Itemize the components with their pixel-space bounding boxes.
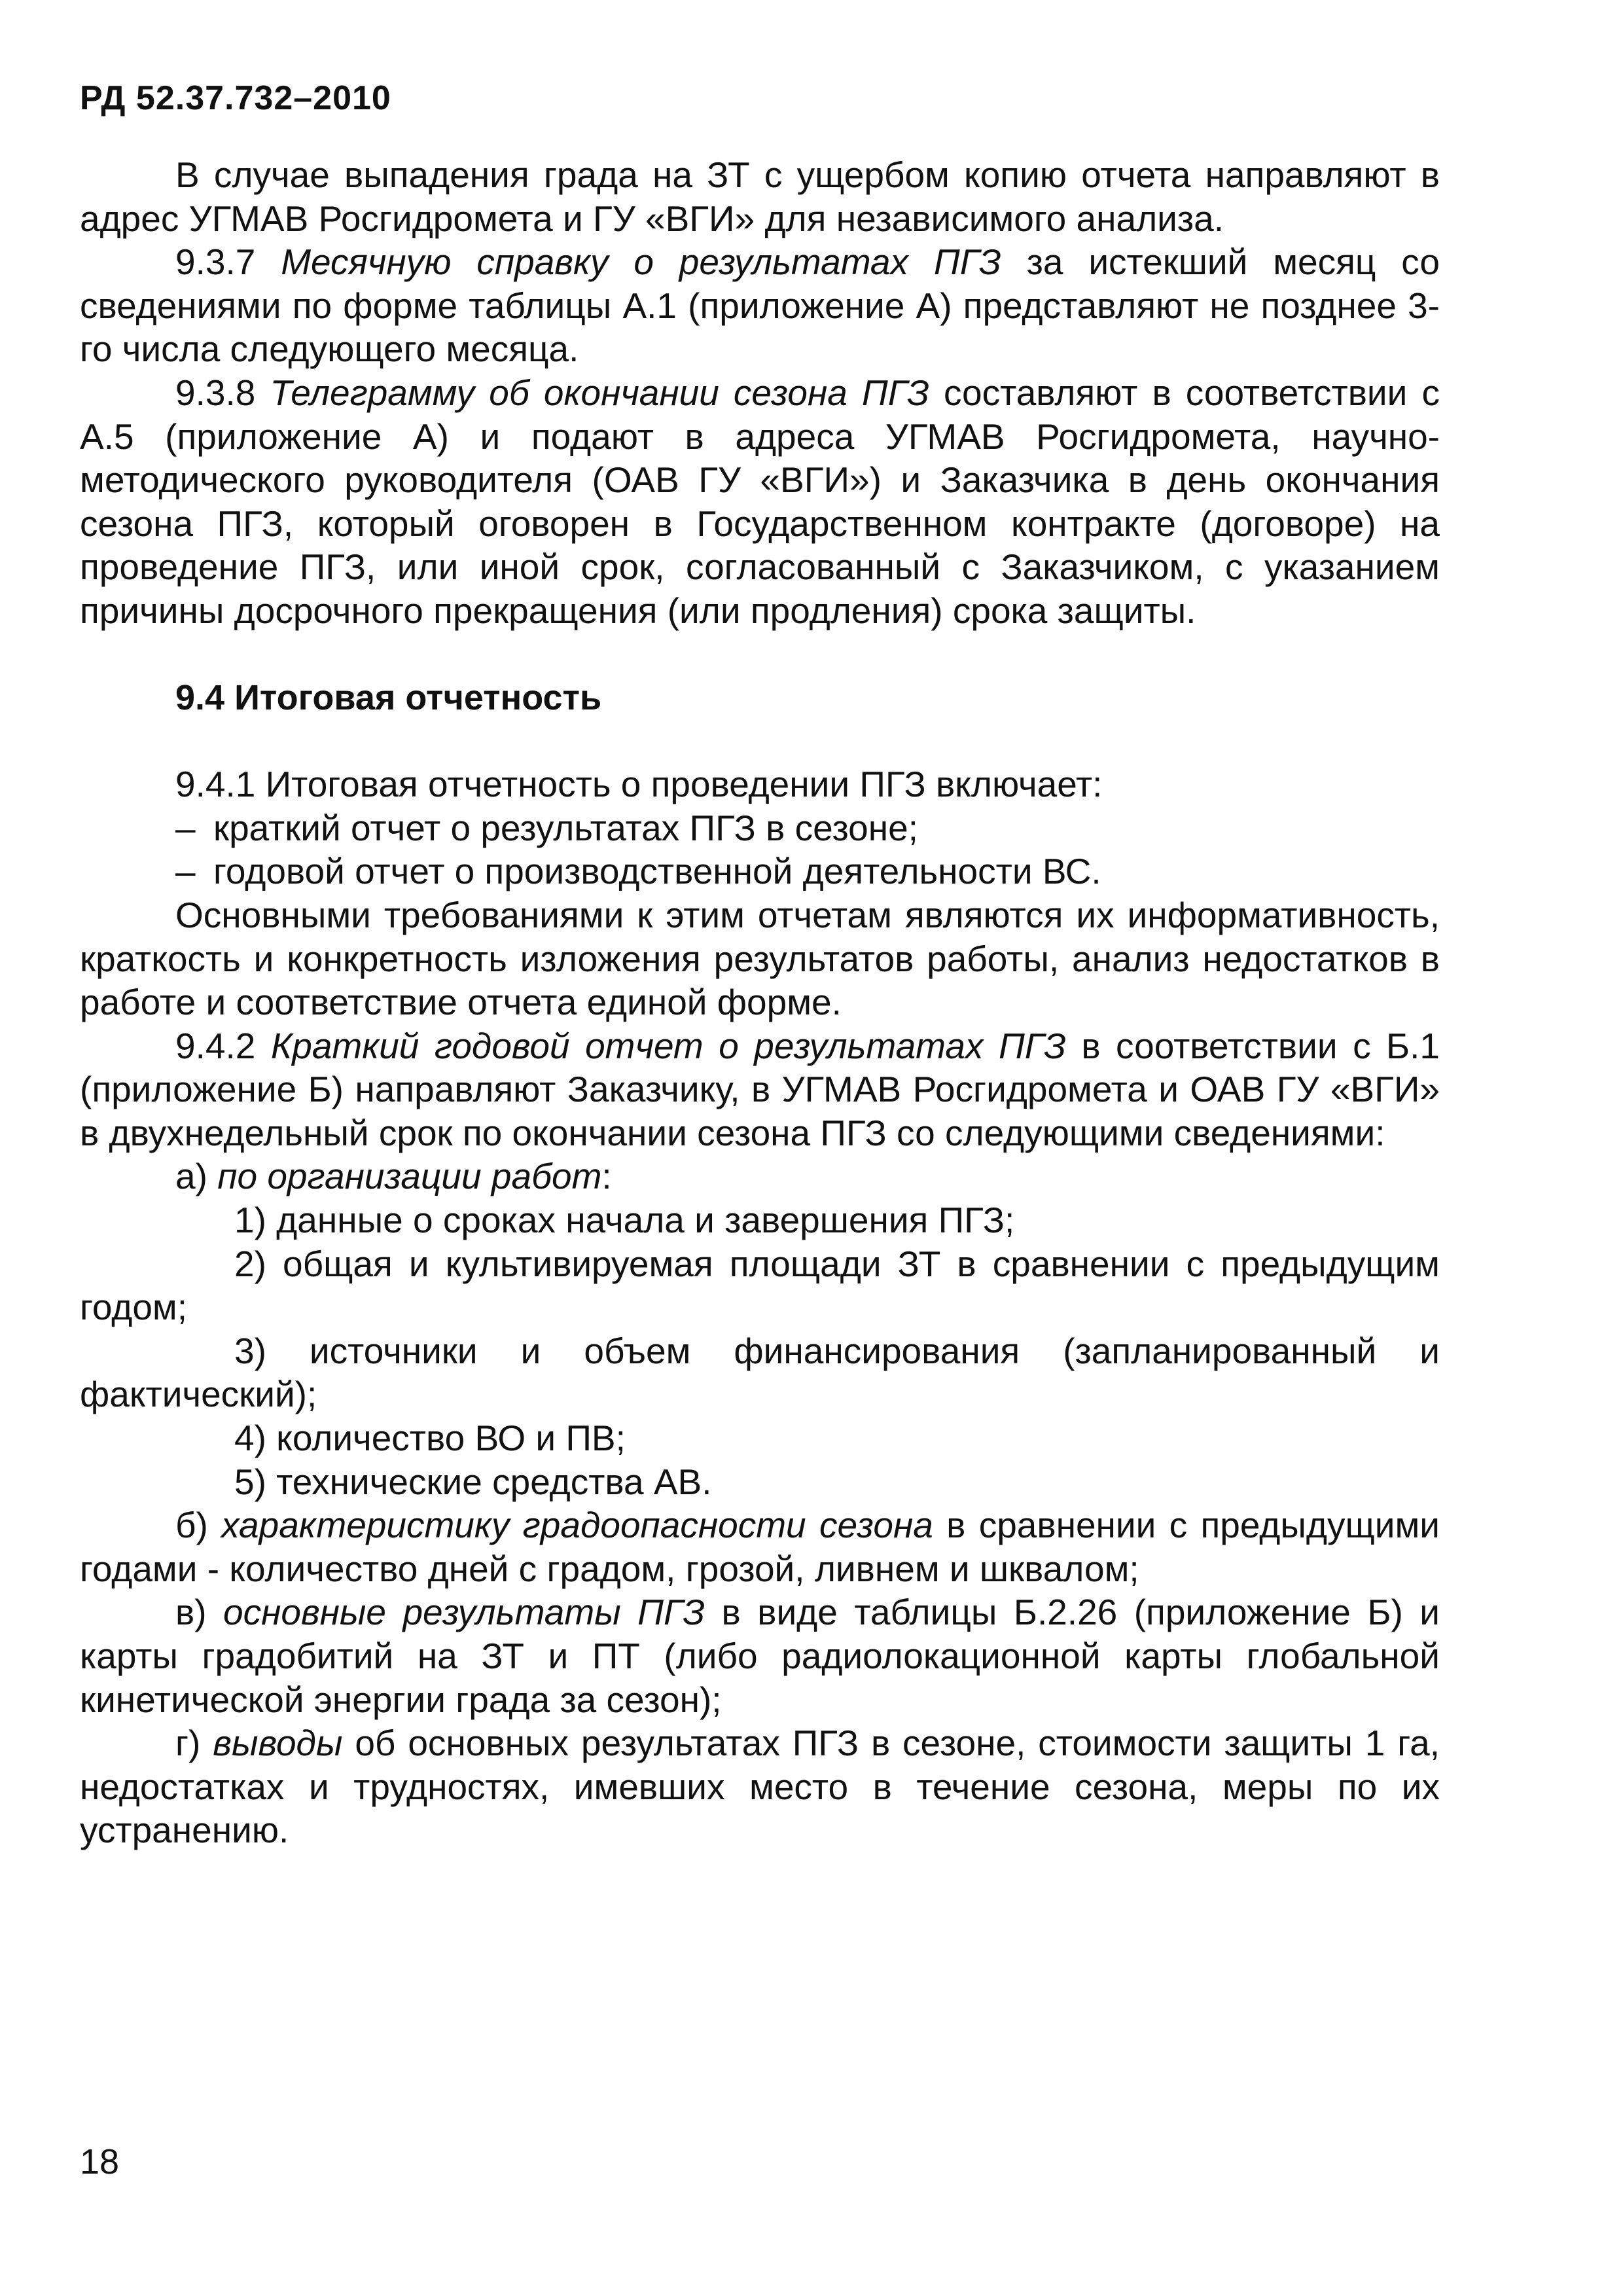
item-prefix: г) bbox=[175, 1723, 213, 1764]
list-item bbox=[80, 850, 1440, 893]
document-code-header: РД 52.37.732–2010 bbox=[80, 79, 391, 117]
spacer bbox=[80, 633, 1440, 676]
sub-item-2: 2) общая и культивируемая площади ЗТ в сравнении с предыдущим годом; bbox=[80, 1243, 1440, 1328]
item-g bbox=[80, 1721, 1440, 1852]
paragraph-9-4-2 bbox=[80, 1024, 1440, 1155]
sub-item-1: 1) данные о сроках начала и завершения ПГЗ; bbox=[234, 1200, 1015, 1241]
item-v bbox=[80, 1590, 1440, 1721]
section-title-9-4: 9.4 Итоговая отчетность bbox=[175, 677, 602, 717]
item-suffix: : bbox=[601, 1156, 612, 1197]
emphasis-conclusions: выводы bbox=[213, 1723, 343, 1764]
emphasis-monthly-report: Месячную справку о результатах ПГЗ bbox=[281, 242, 1001, 283]
emphasis-hail-hazard: характеристику градоопасности сезона bbox=[221, 1505, 933, 1546]
clause-text: за истекший месяц со сведениями по форме таблицы А.1 (приложение А) представляют не позднее 3-го числа следующего месяца. bbox=[80, 242, 1440, 370]
item-text: об основных результатах ПГЗ в сезоне, стоимости защиты 1 га, недостатках и трудностях, имевших место в течение сезона, меры по их устранению. bbox=[80, 1723, 1440, 1851]
dash-marker: – bbox=[175, 851, 196, 892]
item-prefix: б) bbox=[175, 1505, 222, 1546]
clause-text: в соответствии с Б.1 (приложение Б) направляют Заказчику, в УГМАВ Росгидромета и ОАВ ГУ «ВГИ» в двухнедельный срок по окончании сезона ПГЗ со следующими сведениями: bbox=[80, 1025, 1440, 1153]
clause-number: 9.3.8 bbox=[175, 372, 270, 413]
item-text: в сравнении с предыдущими годами - количество дней с градом, грозой, ливнем и шквалом; bbox=[80, 1505, 1440, 1589]
paragraph-9-3-7 bbox=[80, 240, 1440, 371]
item-a bbox=[80, 1155, 1440, 1198]
clause-text: составляют в соответствии с А.5 (приложение А) и подают в адреса УГМАВ Росгидромета, научно-методического руководителя (ОАВ ГУ «ВГИ») и Заказчика в день окончания сезона ПГЗ, который оговорен в Государственном контракте (договоре) на проведение ПГЗ, или иной срок, согласованный с Заказчиком, с указанием причины досрочного прекращения (или продления) срока защиты. bbox=[80, 372, 1440, 631]
item-prefix: а) bbox=[175, 1156, 218, 1197]
emphasis-brief-annual-report: Краткий годовой отчет о результатах ПГЗ bbox=[270, 1025, 1066, 1066]
paragraph-9-3-8 bbox=[80, 371, 1440, 633]
document-body bbox=[80, 153, 1440, 1852]
paragraph-hail-damage: В случае выпадения града на ЗТ с ущербом копию отчета направляют в адрес УГМАВ Росгидромета и ГУ «ВГИ» для независимого анализа. bbox=[80, 154, 1440, 239]
sub-item-5: 5) технические средства АВ. bbox=[234, 1461, 712, 1502]
page-number: 18 bbox=[80, 2142, 120, 2181]
paragraph-9-4-1: 9.4.1 Итоговая отчетность о проведении ПГЗ включает: bbox=[175, 764, 1103, 805]
emphasis-main-results: основные результаты ПГЗ bbox=[223, 1592, 705, 1633]
emphasis-season-end-telegram: Телеграмму об окончании сезона ПГЗ bbox=[270, 372, 929, 413]
clause-number: 9.3.7 bbox=[175, 242, 281, 283]
list-item-text: краткий отчет о результатах ПГЗ в сезоне; bbox=[213, 807, 918, 848]
item-b bbox=[80, 1503, 1440, 1590]
item-prefix: в) bbox=[175, 1592, 224, 1633]
emphasis-work-organization: по организации работ bbox=[217, 1156, 602, 1197]
list-item-text: годовой отчет о производственной деятельности ВС. bbox=[213, 851, 1101, 892]
sub-item-4: 4) количество ВО и ПВ; bbox=[234, 1418, 626, 1459]
spacer bbox=[80, 719, 1440, 762]
list-item bbox=[80, 806, 1440, 850]
item-text: в виде таблицы Б.2.26 (приложение Б) и карты градобитий на ЗТ и ПТ (либо радиолокационной карты глобальной кинетической энергии града за сезон); bbox=[80, 1592, 1440, 1720]
sub-item-3: 3) источники и объем финансирования (запланированный и фактический); bbox=[80, 1330, 1440, 1415]
paragraph-requirements: Основными требованиями к этим отчетам являются их информативность, краткость и конкретность изложения результатов работы, анализ недостатков в работе и соответствие отчета единой форме. bbox=[80, 894, 1440, 1023]
dash-marker: – bbox=[175, 807, 196, 848]
clause-number: 9.4.2 bbox=[175, 1025, 271, 1066]
